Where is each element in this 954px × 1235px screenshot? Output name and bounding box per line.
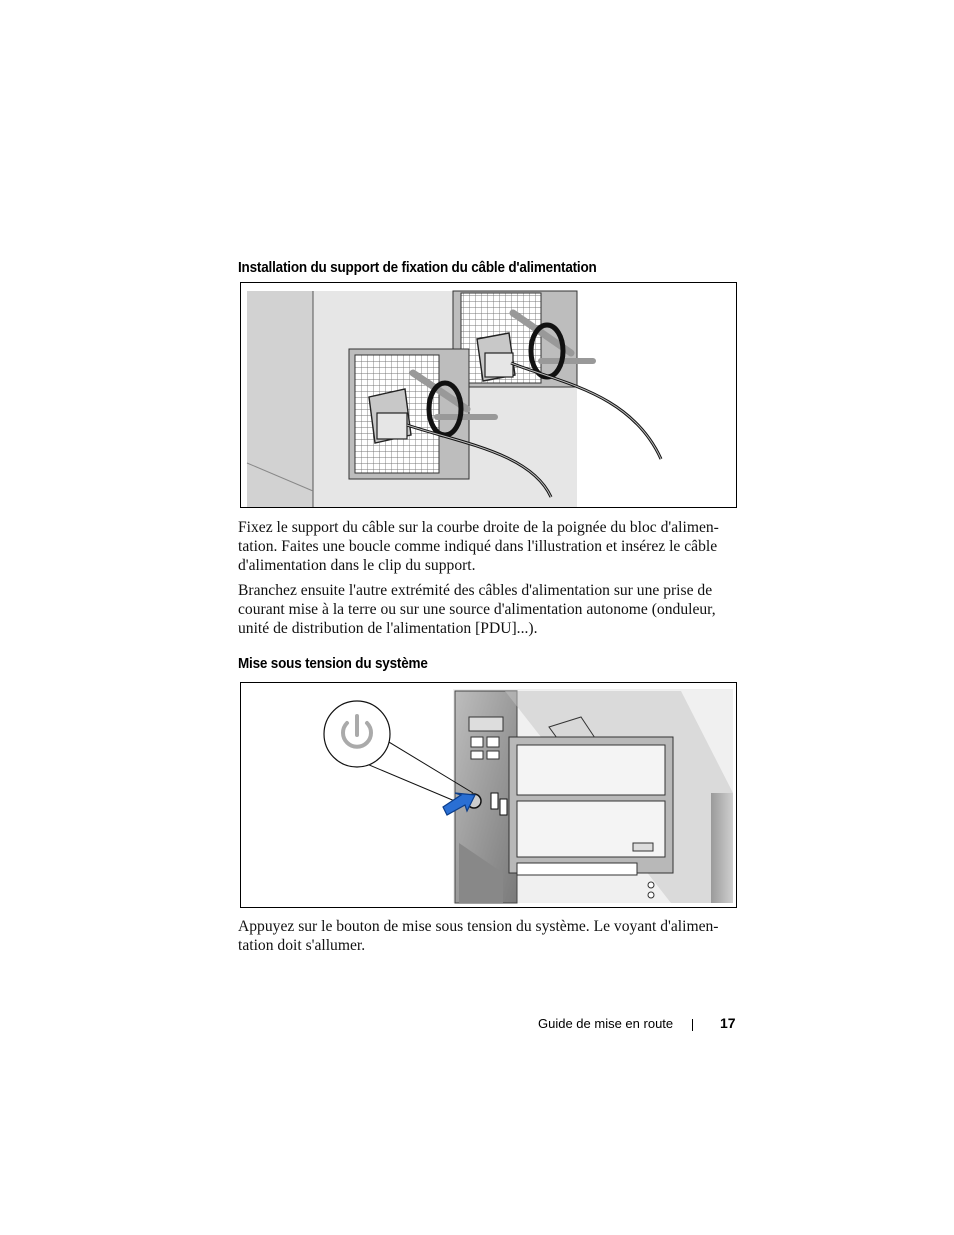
- paragraph-attach-bracket: Fixez le support du câble sur la courbe droite de la poignée du bloc d'alimen-tation. Faites une boucle comme indiqué dans l'illustration et insérez le câble d'alimentation dans le clip du support.: [238, 519, 719, 574]
- section-heading-cable-bracket: Installation du support de fixation du câble d'alimentation: [238, 260, 597, 276]
- power-on-illustration: [241, 683, 736, 907]
- cable-bracket-illustration: [241, 283, 736, 507]
- figure-power-on: [240, 682, 737, 908]
- footer-title: Guide de mise en route: [538, 1016, 674, 1031]
- figure-cable-bracket: [240, 282, 737, 508]
- section-heading-power-on: Mise sous tension du système: [238, 656, 428, 672]
- chassis-side: [247, 291, 313, 507]
- page-number: 17: [720, 1015, 736, 1031]
- footer-separator: [692, 1019, 693, 1031]
- paragraph-connect-outlet: Branchez ensuite l'autre extrémité des câbles d'alimentation sur une prise de courant mise à la terre ou sur une source d'alimentation autonome (onduleur, unité de distribution de l'alimentation [PDU]...).: [238, 582, 716, 637]
- paragraph-press-power: Appuyez sur le bouton de mise sous tension du système. Le voyant d'alimen-tation doit s'allumer.: [238, 918, 719, 954]
- server-side: [711, 793, 733, 903]
